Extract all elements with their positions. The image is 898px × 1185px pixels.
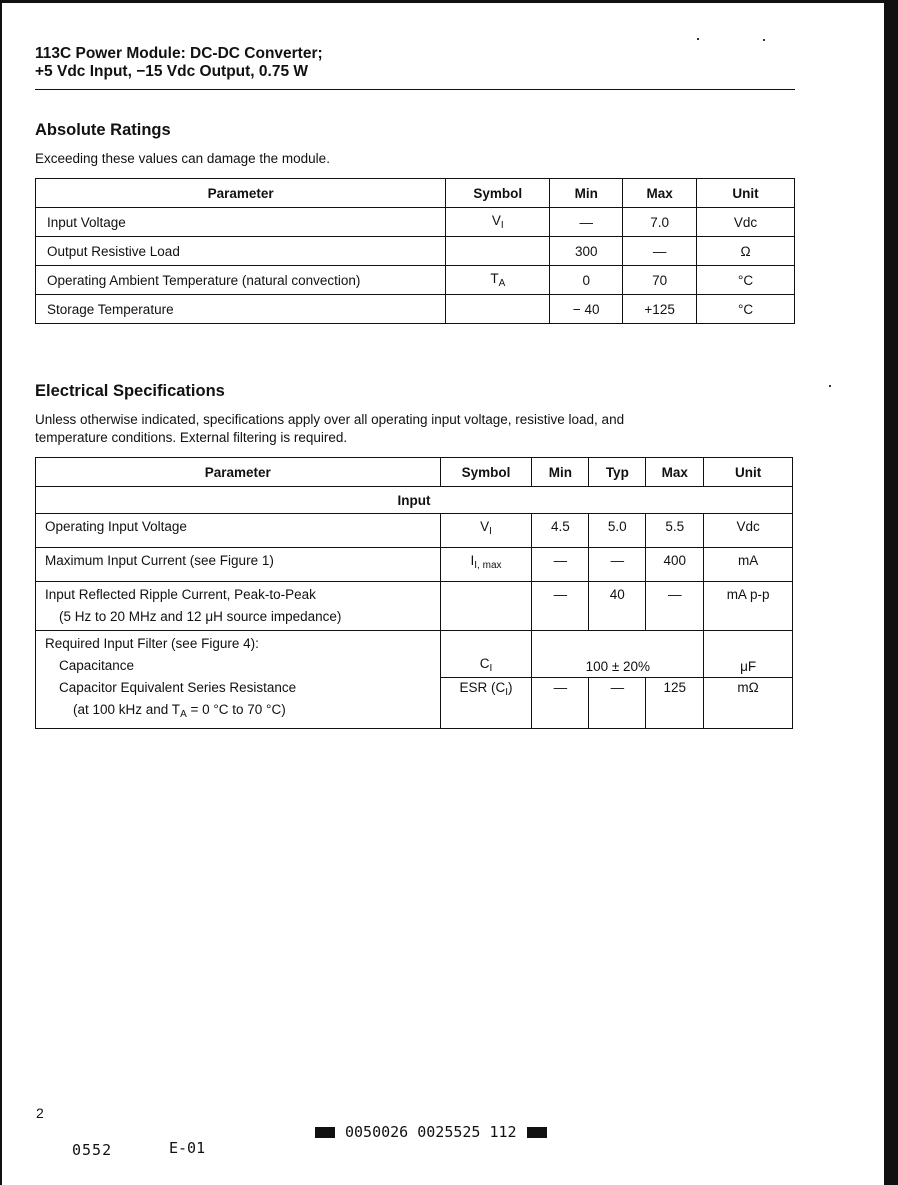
min-cell: 300 [550, 237, 623, 266]
column-header: Max [646, 458, 704, 487]
electrical-specs-intro: Unless otherwise indicated, specifications apply over all operating input voltage, resistive load, and temperature conditions. External filtering is required. [35, 412, 625, 445]
page-number: 2 [36, 1105, 44, 1121]
parameter-cell: Capacitor Equivalent Series Resistance (at 100 kHz and $T_A = 0$ °C to 70 °C) [36, 677, 441, 729]
table-row [36, 548, 793, 582]
section-label-input: Input [36, 487, 793, 514]
absolute-ratings-intro: Exceeding these values can damage the module. [35, 151, 330, 166]
unit-cell: Vdc [697, 208, 795, 237]
parameter-cell: Input Voltage [36, 208, 446, 237]
table-header-row [36, 179, 795, 208]
max-cell: 125 [646, 677, 704, 729]
barcode-block-right [527, 1127, 547, 1138]
column-header: Symbol [440, 458, 532, 487]
scan-speck [829, 385, 831, 387]
typ-cell: — [589, 677, 646, 729]
column-header: Min [550, 179, 623, 208]
symbol-cell: $C_I$ [440, 631, 532, 678]
table-row [36, 237, 795, 266]
parameter-cell: Output Resistive Load [36, 237, 446, 266]
symbol-cell: $V_I$ [446, 208, 550, 237]
page-border-left [0, 0, 2, 1185]
min-cell: — [532, 548, 589, 582]
absolute-ratings-heading: Absolute Ratings [35, 121, 171, 139]
max-cell: 70 [623, 266, 697, 295]
document-title [35, 45, 323, 81]
unit-cell: °C [697, 266, 795, 295]
symbol-cell [440, 582, 532, 631]
page-border-top [0, 0, 898, 3]
max-cell: +125 [623, 295, 697, 324]
min-cell: 0 [550, 266, 623, 295]
symbol-cell [446, 237, 550, 266]
barcode-block-left [315, 1127, 335, 1138]
parameter-cell: Input Reflected Ripple Current, Peak-to-Peak (5 Hz to 20 MHz and 12 μH source impedance) [36, 582, 441, 631]
symbol-cell: $T_A$ [446, 266, 550, 295]
symbol-cell: $V_I$ [440, 514, 532, 548]
min-cell: — [550, 208, 623, 237]
symbol-cell [446, 295, 550, 324]
max-cell: 5.5 [646, 514, 704, 548]
column-header: Parameter [36, 179, 446, 208]
column-header: Unit [697, 179, 795, 208]
unit-cell: mA p-p [704, 582, 793, 631]
table-row [36, 677, 793, 729]
electrical-specs-table [35, 457, 793, 729]
symbol-cell: $I_{I, max}$ [440, 548, 532, 582]
electrical-specs-heading: Electrical Specifications [35, 382, 225, 400]
min-cell: — [532, 582, 589, 631]
max-cell: 7.0 [623, 208, 697, 237]
unit-cell: Ω [697, 237, 795, 266]
table-row [36, 631, 793, 678]
parameter-cell: Operating Input Voltage [36, 514, 441, 548]
barcode-text: 0050026 0025525 112 [345, 1123, 517, 1141]
section-row [36, 487, 793, 514]
table-header-row [36, 458, 793, 487]
table-row [36, 208, 795, 237]
column-header: Max [623, 179, 697, 208]
min-cell: 4.5 [532, 514, 589, 548]
table-row [36, 514, 793, 548]
unit-cell: mΩ [704, 677, 793, 729]
unit-cell: μF [704, 631, 793, 678]
parameter-cell: Maximum Input Current (see Figure 1) [36, 548, 441, 582]
parameter-cell: Operating Ambient Temperature (natural convection) [36, 266, 446, 295]
unit-cell: mA [704, 548, 793, 582]
min-cell: − 40 [550, 295, 623, 324]
max-cell: 400 [646, 548, 704, 582]
table-row [36, 266, 795, 295]
column-header: Symbol [446, 179, 550, 208]
handwritten-code-left: 0552 [72, 1141, 113, 1159]
parameter-cell: Required Input Filter (see Figure 4): Capacitance [36, 631, 441, 678]
column-header: Parameter [36, 458, 441, 487]
min-cell: — [532, 677, 589, 729]
typ-cell: 40 [589, 582, 646, 631]
value-cell: 100 ± 20% [532, 631, 704, 678]
scan-speck [763, 39, 765, 41]
symbol-cell: ESR $(C_I)$ [440, 677, 532, 729]
max-cell: — [646, 582, 704, 631]
column-header: Typ [589, 458, 646, 487]
absolute-ratings-table [35, 178, 795, 324]
title-line-1: 113C Power Module: DC-DC Converter; [35, 45, 323, 62]
column-header: Min [532, 458, 589, 487]
unit-cell: °C [697, 295, 795, 324]
unit-cell: Vdc [704, 514, 793, 548]
document-code [315, 1123, 547, 1141]
typ-cell: — [589, 548, 646, 582]
page-border-right [884, 0, 898, 1185]
table-row [36, 582, 793, 631]
table-row [36, 295, 795, 324]
parameter-cell: Storage Temperature [36, 295, 446, 324]
column-header: Unit [704, 458, 793, 487]
max-cell: — [623, 237, 697, 266]
title-rule [35, 89, 795, 90]
title-line-2: +5 Vdc Input, −15 Vdc Output, 0.75 W [35, 63, 309, 80]
typ-cell: 5.0 [589, 514, 646, 548]
scan-speck [697, 38, 699, 40]
handwritten-code-mid: E-01 [169, 1139, 206, 1157]
